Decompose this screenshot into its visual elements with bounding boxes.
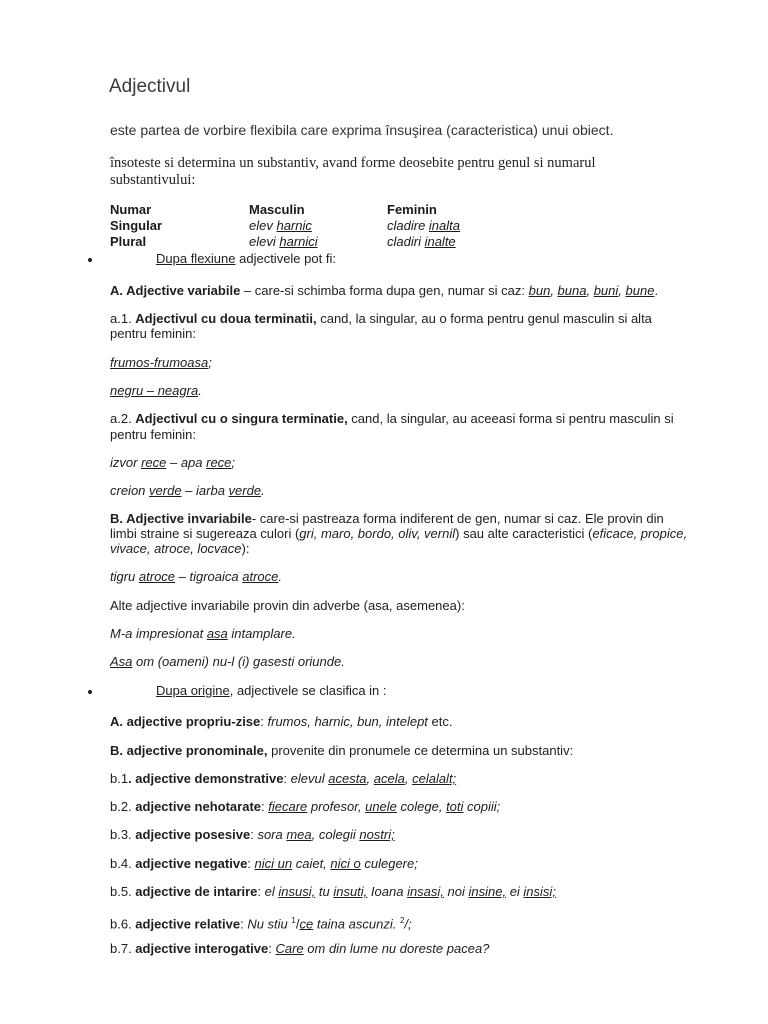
row-plural-label: Plural xyxy=(110,234,147,249)
invariable-line-1: B. Adjective invariabile- care-si pastreaza forma indiferent de gen, numar si caz. Ele provin din xyxy=(110,511,664,526)
b7-interogative: b.7. adjective interogative: Care om din lume nu doreste pacea? xyxy=(110,941,490,956)
pronominal-adjectives: B. adjective pronominale, provenite din pronumele ce determina un substantiv: xyxy=(110,743,574,758)
example-izvor: izvor rece – apa rece; xyxy=(110,455,236,470)
example-asa-om: Asa om (oameni) nu-l (i) gasesti oriunde. xyxy=(110,654,345,669)
section-origine: Dupa origine, adjectivele se clasifica in : xyxy=(156,683,387,698)
example-creion: creion verde – iarba verde. xyxy=(110,483,265,498)
header-numar: Numar xyxy=(110,202,152,217)
variable-adjectives: A. Adjective variabile – care-si schimba forma dupa gen, numar si caz: bun, buna, buni, bune. xyxy=(110,283,659,298)
a2-line-2: pentru feminin: xyxy=(110,427,196,442)
b1-demonstrative: b.1. adjective demonstrative: elevul acesta, acela, celalalt; xyxy=(110,771,457,786)
example-negru: negru – neagra. xyxy=(110,383,202,398)
bullet-icon xyxy=(88,258,92,262)
invariable-line-2: limbi straine si sugereaza culori (gri, maro, bordo, oliv, vernil) sau alte caracteristici (eficace, propice, xyxy=(110,526,688,541)
header-masculin: Masculin xyxy=(249,202,305,217)
header-feminin: Feminin xyxy=(387,202,437,217)
row-plural-fem: cladiri inalte xyxy=(387,234,456,249)
example-frumos: frumos-frumoasa; xyxy=(110,355,212,370)
a2-line-1: a.2. Adjectivul cu o singura terminatie, cand, la singular, au aceeasi forma si pentru masculin si xyxy=(110,411,674,426)
a1-line-1: a.1. Adjectivul cu doua terminatii, cand, la singular, au o forma pentru genul masculin si alta xyxy=(110,311,652,326)
b2-nehotarate: b.2. adjective nehotarate: fiecare profesor, unele colege, toti copiii; xyxy=(110,799,501,814)
a1-line-2: pentru feminin: xyxy=(110,326,196,341)
example-tigru: tigru atroce – tigroaica atroce. xyxy=(110,569,283,584)
b5-intarire: b.5. adjective de intarire: el insusi, tu insuti, Ioana insasi, noi insine, ei insisi; xyxy=(110,884,556,899)
bullet-icon xyxy=(88,690,92,694)
row-singular-fem: cladire inalta xyxy=(387,218,460,233)
definition-line-1: însoteste si determina un substantiv, avand forme deosebite pentru genul si numarul xyxy=(110,155,596,171)
row-plural-masc: elevi harnici xyxy=(249,234,318,249)
other-invariables: Alte adjective invariabile provin din adverbe (asa, asemenea): xyxy=(110,598,465,613)
b6-relative: b.6. adjective relative: Nu stiu $^1$/ce taina ascunzi. $^2$/; xyxy=(110,916,412,932)
definition-line-2: substantivului: xyxy=(110,172,196,188)
section-flexiune: Dupa flexiune adjectivele pot fi: xyxy=(156,251,336,266)
b3-posesive: b.3. adjective posesive: sora mea, colegii nostri; xyxy=(110,827,395,842)
page-title: Adjectivul xyxy=(109,76,191,97)
intro-text: este partea de vorbire flexibila care exprima însuşirea (caracteristica) unui obiect. xyxy=(110,122,614,138)
proper-adjectives: A. adjective propriu-zise: frumos, harnic, bun, intelept etc. xyxy=(110,714,453,729)
row-singular-masc: elev harnic xyxy=(249,218,312,233)
b4-negative: b.4. adjective negative: nici un caiet, nici o culegere; xyxy=(110,856,418,871)
example-m-a-impresionat: M-a impresionat asa intamplare. xyxy=(110,626,296,641)
invariable-line-3: vivace, atroce, locvace): xyxy=(110,541,250,556)
row-singular-label: Singular xyxy=(110,218,163,233)
